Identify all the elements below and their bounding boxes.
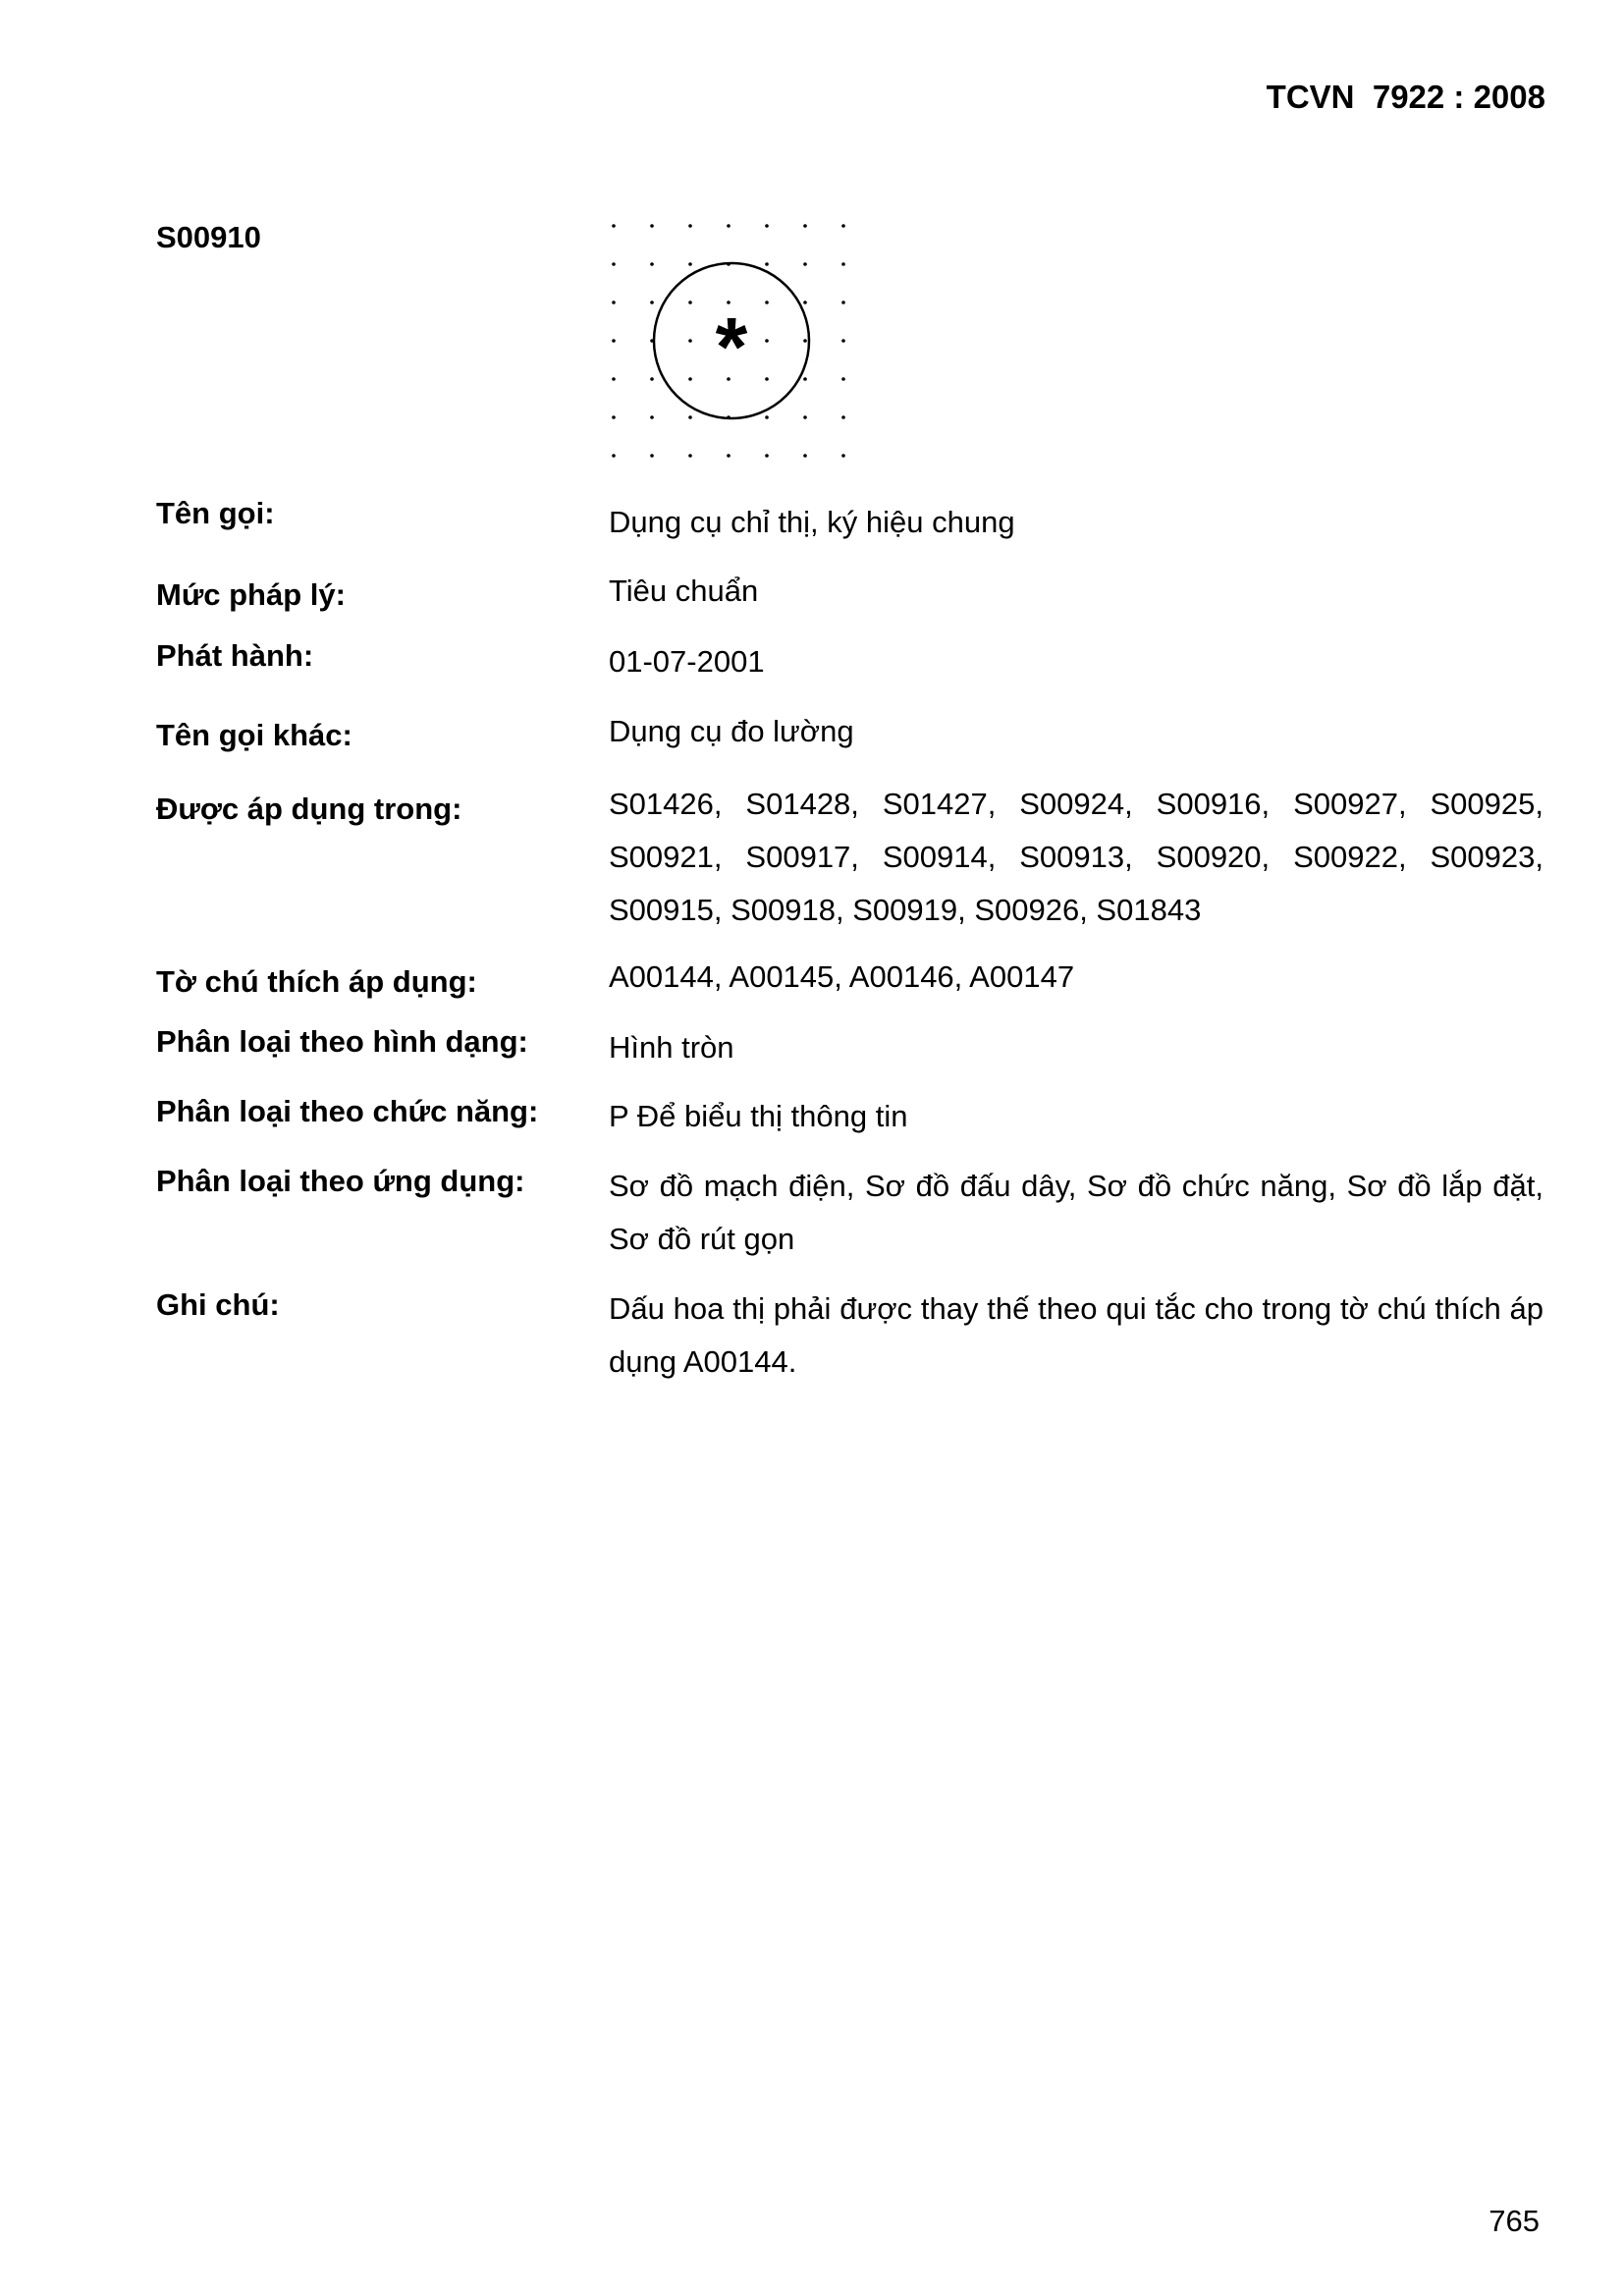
grid-dot xyxy=(650,301,654,304)
grid-dot xyxy=(650,377,654,381)
grid-dot xyxy=(688,224,692,228)
grid-dot xyxy=(841,301,845,304)
field-label-phat-hanh: Phát hành: xyxy=(156,638,314,673)
grid-dot xyxy=(841,377,845,381)
standard-header: TCVN 7922 : 2008 xyxy=(1266,79,1545,115)
grid-dot xyxy=(803,415,807,419)
field-label-phan-loai-ung-dung: Phân loại theo ứng dụng: xyxy=(156,1164,525,1198)
grid-dot xyxy=(612,454,616,458)
grid-dot xyxy=(612,301,616,304)
field-value-ghi-chu: Dấu hoa thị phải được thay thế theo qui tắc cho trong tờ chú thích áp dụng A00144. xyxy=(609,1291,1543,1379)
grid-dot xyxy=(650,454,654,458)
field-value-phan-loai-ung-dung: Sơ đồ mạch điện, Sơ đồ đấu dây, Sơ đồ chức năng, Sơ đồ lắp đặt, Sơ đồ rút gọn xyxy=(609,1169,1543,1256)
field-value-phat-hanh: 01-07-2001 xyxy=(609,644,765,679)
grid-dot xyxy=(688,377,692,381)
field-value-ten-goi-khac: Dụng cụ đo lường xyxy=(609,714,854,748)
grid-dot xyxy=(650,415,654,419)
grid-dot xyxy=(727,224,731,228)
field-value-phan-loai-chuc-nang: P Để biểu thị thông tin xyxy=(609,1099,908,1133)
grid-dot xyxy=(841,339,845,343)
field-value-ten-goi: Dụng cụ chỉ thị, ký hiệu chung xyxy=(609,505,1015,539)
field-label-to-chu-thich-ap-dung: Tờ chú thích áp dụng: xyxy=(156,964,477,999)
grid-dot xyxy=(650,262,654,266)
grid-dot xyxy=(765,262,769,266)
field-label-ten-goi: Tên gọi: xyxy=(156,496,275,530)
grid-dot xyxy=(841,224,845,228)
grid-dot xyxy=(803,377,807,381)
grid-dot xyxy=(612,415,616,419)
grid-dot xyxy=(841,262,845,266)
field-label-phan-loai-hinh-dang: Phân loại theo hình dạng: xyxy=(156,1024,528,1059)
grid-dot xyxy=(765,377,769,381)
grid-dot xyxy=(688,262,692,266)
grid-dot xyxy=(803,301,807,304)
symbol-asterisk: * xyxy=(715,301,748,393)
grid-dot xyxy=(803,224,807,228)
grid-dot xyxy=(765,224,769,228)
field-label-ten-goi-khac: Tên gọi khác: xyxy=(156,718,352,752)
field-value-muc-phap-ly: Tiêu chuẩn xyxy=(609,574,759,608)
field-label-ghi-chu: Ghi chú: xyxy=(156,1287,280,1322)
circle-asterisk-symbol-icon xyxy=(609,218,854,464)
grid-dot xyxy=(841,415,845,419)
grid-dot xyxy=(803,454,807,458)
grid-dot xyxy=(803,262,807,266)
page-number: 765 xyxy=(1489,2204,1540,2238)
grid-dot xyxy=(688,415,692,419)
grid-dot xyxy=(727,454,731,458)
grid-dot xyxy=(841,454,845,458)
grid-dot xyxy=(612,262,616,266)
grid-dot xyxy=(612,339,616,343)
symbol-code: S00910 xyxy=(156,220,261,254)
field-value-phan-loai-hinh-dang: Hình tròn xyxy=(609,1030,734,1065)
field-label-phan-loai-chuc-nang: Phân loại theo chức năng: xyxy=(156,1094,539,1128)
field-value-to-chu-thich-ap-dung: A00144, A00145, A00146, A00147 xyxy=(609,959,1075,994)
grid-dot xyxy=(612,224,616,228)
grid-dot xyxy=(688,301,692,304)
grid-dot xyxy=(803,339,807,343)
grid-dot xyxy=(688,339,692,343)
grid-dot xyxy=(765,415,769,419)
grid-dot xyxy=(650,224,654,228)
field-label-duoc-ap-dung-trong: Được áp dụng trong: xyxy=(156,792,462,826)
grid-dot xyxy=(765,339,769,343)
grid-dot xyxy=(612,377,616,381)
field-label-muc-phap-ly: Mức pháp lý: xyxy=(156,577,346,612)
grid-dot xyxy=(688,454,692,458)
field-value-duoc-ap-dung-trong: S01426, S01428, S01427, S00924, S00916, S00927, S00925, S00921, S00917, S00914, S00913, S00920, S00922, S00923, S00915, S00918, S00919, S00926, S01843 xyxy=(609,787,1543,927)
grid-dot xyxy=(765,454,769,458)
grid-dot xyxy=(765,301,769,304)
